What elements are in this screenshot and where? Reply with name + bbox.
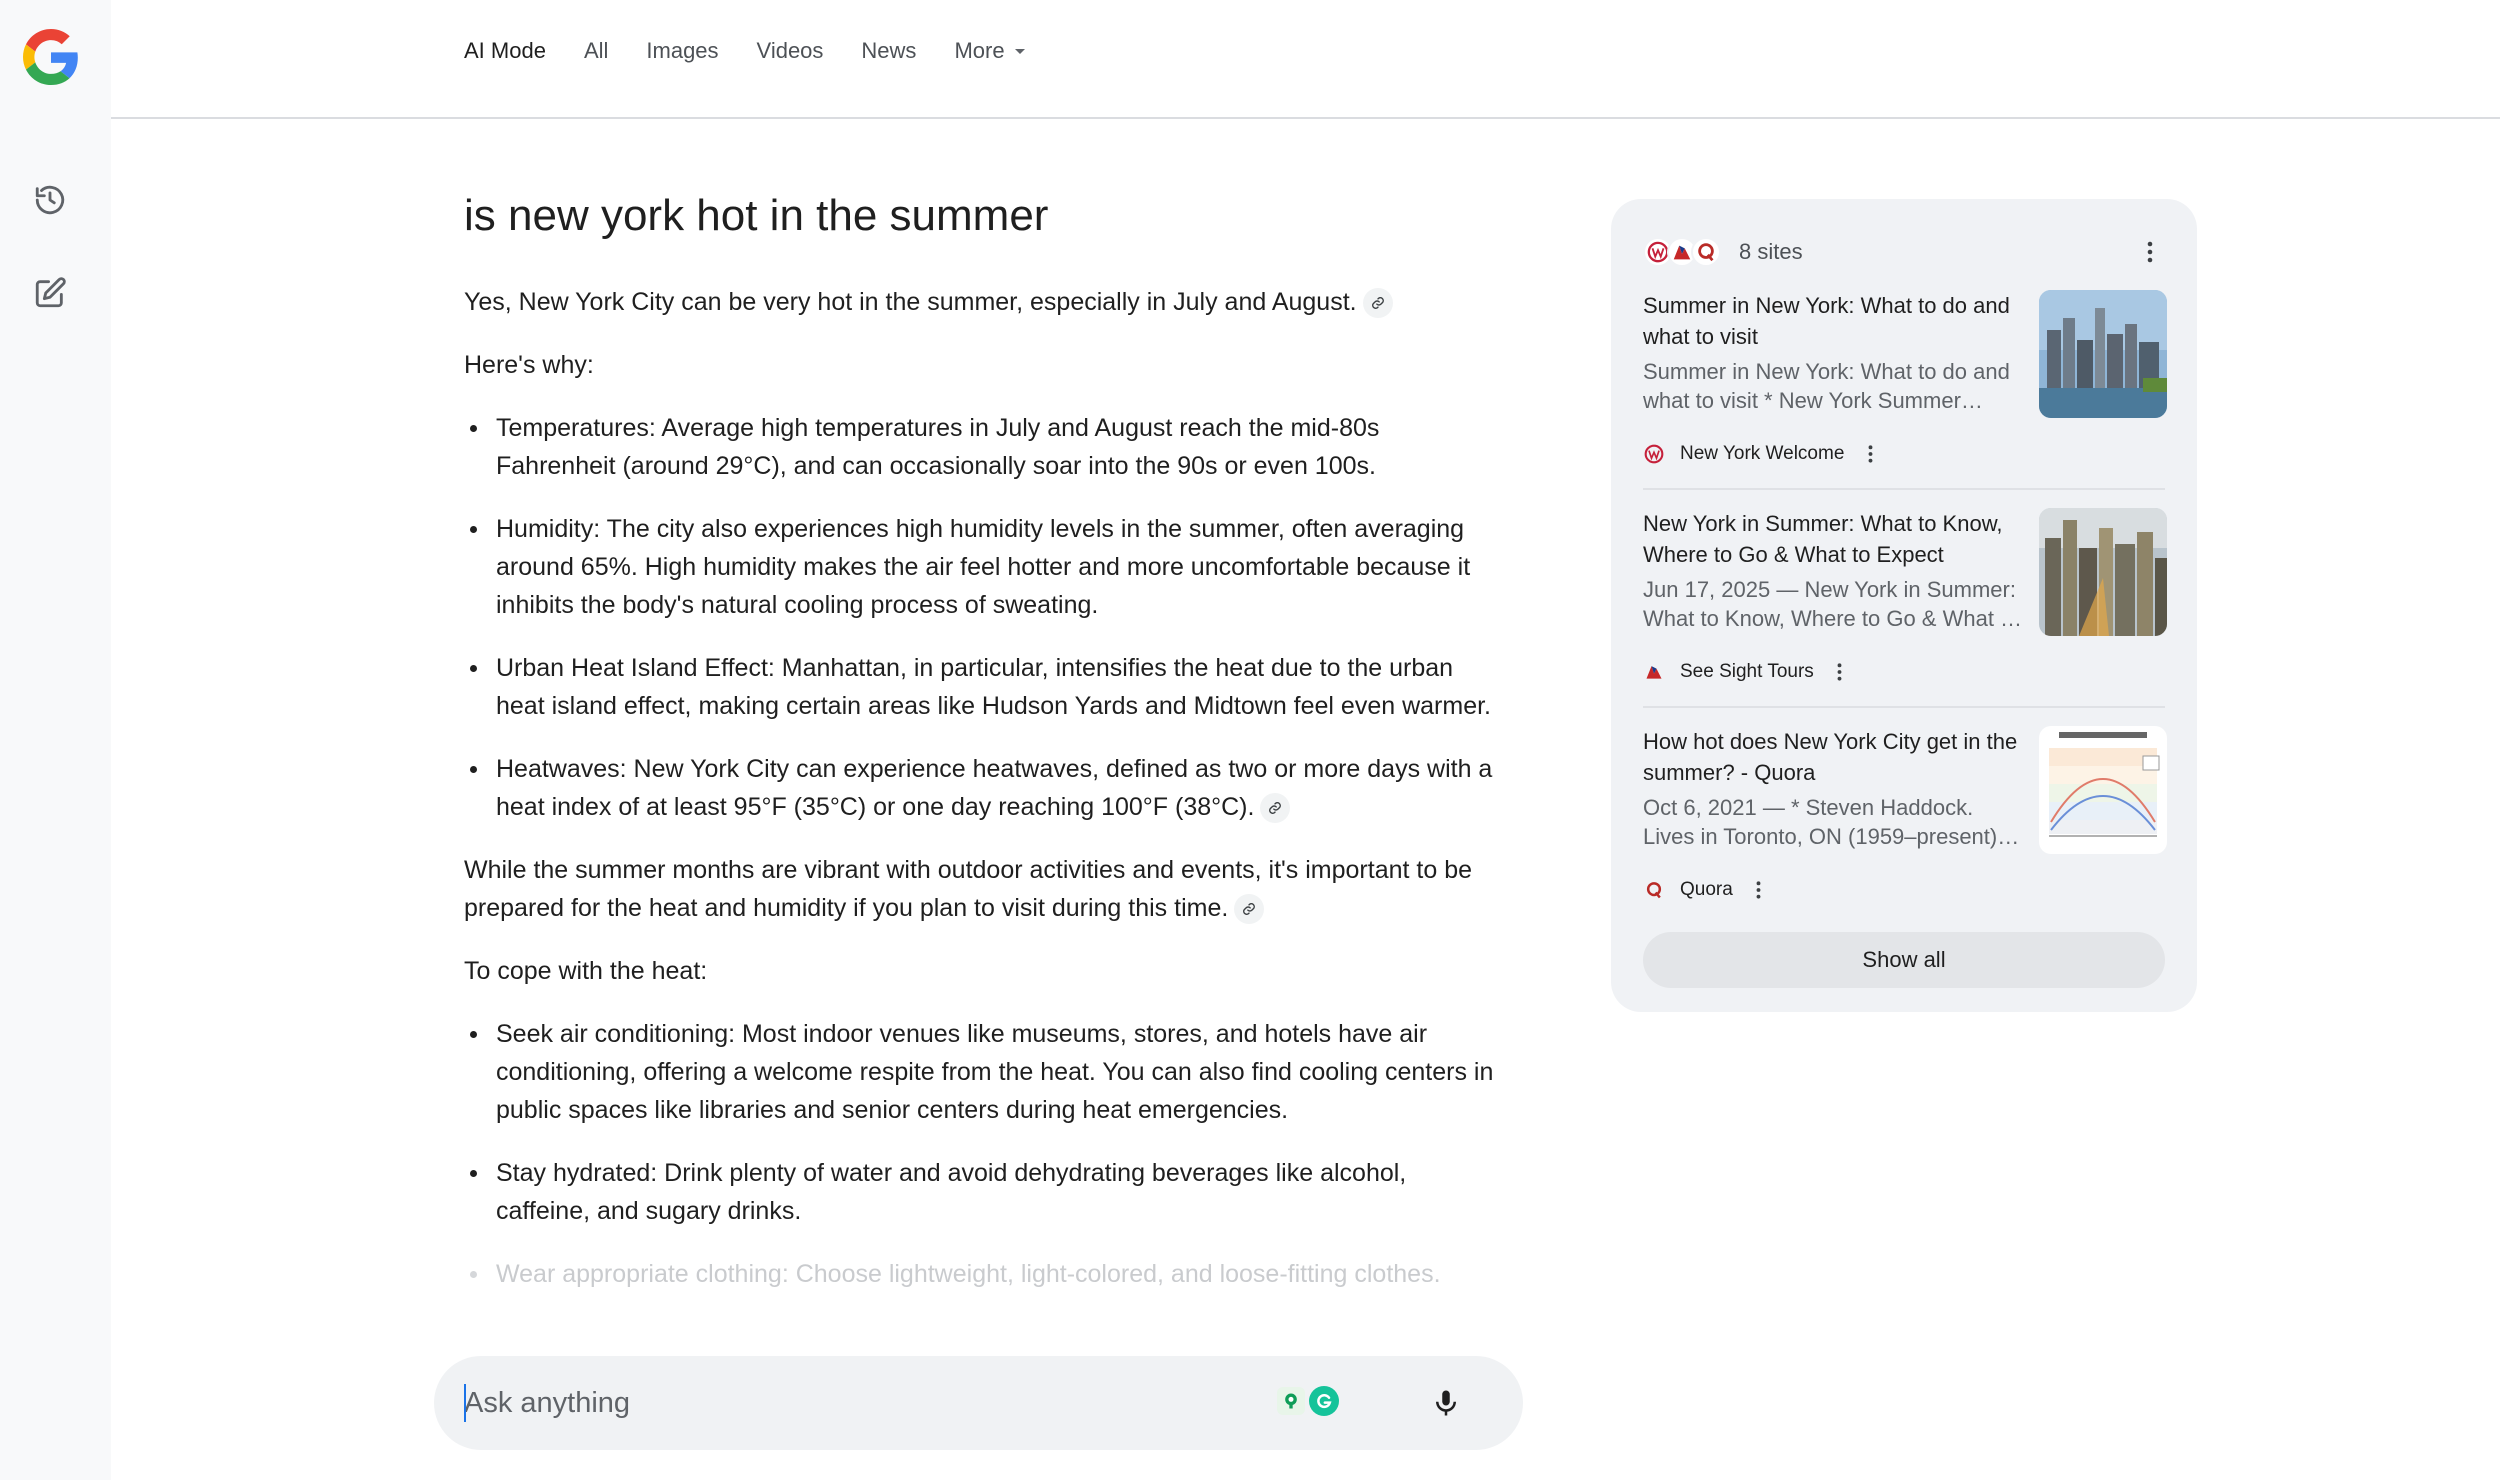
tab-videos[interactable]: Videos: [756, 38, 824, 63]
why-heading: Here's why:: [464, 350, 594, 379]
tab-all[interactable]: All: [583, 38, 609, 63]
sources-panel: [1611, 199, 2197, 1012]
query-heading: is new york hot in the summer: [464, 191, 1049, 240]
caret-down-icon: [1015, 49, 1025, 54]
google-logo-icon[interactable]: [23, 29, 79, 85]
source-site[interactable]: [1643, 878, 1771, 902]
source-title[interactable]: Summer in New York: What to do and what to visit: [1643, 293, 2010, 349]
edit-icon[interactable]: [28, 271, 72, 315]
text-cursor: [464, 1384, 466, 1422]
ai-answer: [464, 190, 1494, 1350]
microphone-icon[interactable]: [1424, 1381, 1468, 1425]
divider: [1643, 488, 2165, 490]
new-york-welcome-favicon-icon: [1643, 443, 1665, 465]
list-item: Urban Heat Island Effect: Manhattan, in particular, intensifies the heat due to the urban heat island effect, making certain areas like Hudson Yards and Midtown feel even warmer.: [464, 649, 1494, 725]
source-link-icon[interactable]: [1363, 288, 1393, 318]
list-item: Humidity: The city also experiences high humidity levels in the summer, often averaging around 65%. High humidity makes the air feel hotter and more uncomfortable because it inhibits the body's natural cooling process of sweating.: [464, 510, 1494, 624]
source-site-name: Quora: [1680, 879, 1733, 900]
history-icon[interactable]: [28, 178, 72, 222]
source-site-name: See Sight Tours: [1680, 661, 1814, 682]
source-thumbnail: [2039, 508, 2167, 636]
answer-intro: Yes, New York City can be very hot in the summer, especially in July and August.: [464, 283, 1494, 321]
divider: [1643, 706, 2165, 708]
source-title[interactable]: New York in Summer: What to Know, Where to Go & What to Expect: [1643, 511, 2003, 567]
more-options-icon[interactable]: [1747, 878, 1771, 902]
source-card[interactable]: [1643, 290, 2165, 480]
tab-ai-mode[interactable]: AI Mode: [464, 38, 546, 63]
cope-heading: To cope with the heat:: [464, 956, 708, 985]
source-card[interactable]: [1643, 508, 2165, 698]
more-options-icon[interactable]: [2135, 237, 2165, 267]
show-all-button[interactable]: Show all: [1643, 932, 2165, 988]
ask-input[interactable]: [464, 1380, 1264, 1426]
source-favicons: [1643, 237, 1715, 267]
source-snippet: Oct 6, 2021 — * Steven Haddock. Lives in Toronto, ON (1959–present)…: [1643, 795, 2020, 849]
list-item: Heatwaves: New York City can experience heatwaves, defined as two or more days with a heat index of at least 95°F (35°C) or one day reaching 100°F (38°C).: [464, 750, 1494, 826]
tab-images[interactable]: Images: [646, 38, 719, 63]
source-thumbnail: [2039, 290, 2167, 418]
top-nav: [111, 0, 2500, 119]
quora-favicon-icon: [1691, 237, 1721, 267]
list-item: Seek air conditioning: Most indoor venues like museums, stores, and hotels have air conditioning, offering a welcome respite from the heat. You can also find cooling centers in public spaces like libraries and senior centers during heat emergencies.: [464, 1015, 1494, 1129]
more-options-icon[interactable]: [1858, 442, 1882, 466]
why-list: [464, 409, 1494, 826]
sources-count: 8 sites: [1739, 239, 1803, 264]
source-link-icon[interactable]: [1234, 894, 1264, 924]
sources-header: [1643, 229, 2165, 275]
answer-summary: While the summer months are vibrant with outdoor activities and events, it's important to be prepared for the heat and humidity if you plan to visit during this time.: [464, 851, 1494, 927]
cope-list: [464, 1015, 1494, 1293]
list-item: Stay hydrated: Drink plenty of water and avoid dehydrating beverages like alcohol, caffeine, and sugary drinks.: [464, 1154, 1494, 1230]
source-snippet: Summer in New York: What to do and what to visit * New York Summer…: [1643, 359, 2010, 413]
source-snippet: Jun 17, 2025 — New York in Summer: What to Know, Where to Go & What …: [1643, 577, 2023, 631]
extension-icons: [1277, 1383, 1339, 1419]
source-card[interactable]: [1643, 726, 2165, 916]
ask-bar: [434, 1356, 1523, 1450]
extension-icon[interactable]: [1277, 1387, 1305, 1415]
list-item: Temperatures: Average high temperatures in July and August reach the mid-80s Fahrenheit (around 29°C), and can occasionally soar into the 90s or even 100s.: [464, 409, 1494, 485]
tab-news[interactable]: News: [861, 38, 917, 63]
search-tabs: [464, 38, 1063, 64]
left-rail: [0, 0, 111, 1480]
source-site[interactable]: [1643, 660, 1852, 684]
see-sight-tours-favicon-icon: [1643, 661, 1665, 683]
quora-favicon-icon: [1643, 879, 1665, 901]
more-options-icon[interactable]: [1828, 660, 1852, 684]
list-item: Wear appropriate clothing: Choose lightweight, light-colored, and loose-fitting clothes.: [464, 1255, 1494, 1293]
source-site[interactable]: [1643, 442, 1882, 466]
grammarly-icon[interactable]: [1309, 1386, 1339, 1416]
source-link-icon[interactable]: [1260, 793, 1290, 823]
tab-more[interactable]: More: [954, 38, 1024, 64]
source-site-name: New York Welcome: [1680, 443, 1845, 464]
source-title[interactable]: How hot does New York City get in the summer? - Quora: [1643, 729, 2018, 785]
source-thumbnail: [2039, 726, 2167, 854]
